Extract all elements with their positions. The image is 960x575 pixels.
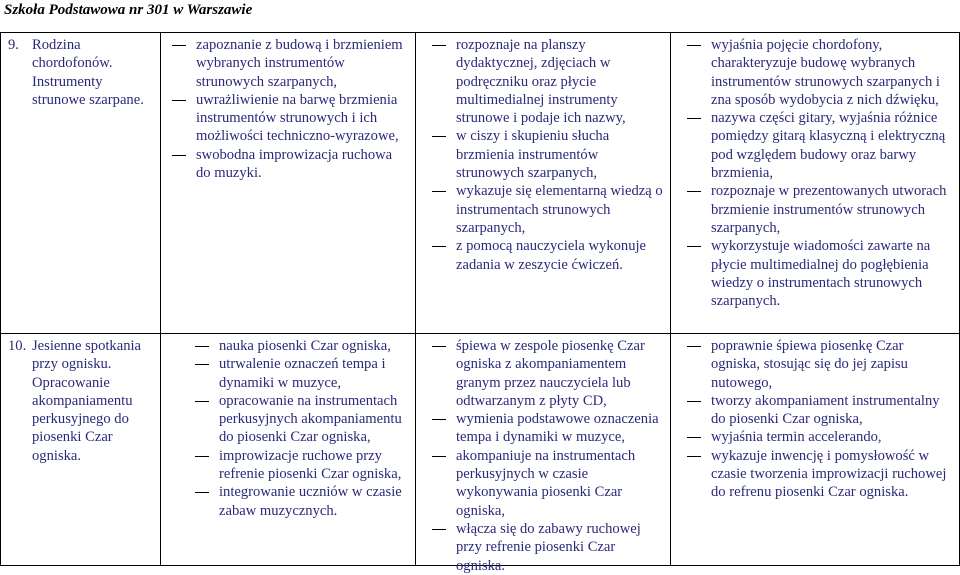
goal-item: uwrażliwienie na barwę brzmienia instrumentów strunowych i ich możliwości techniczno-wyrazowe,: [196, 91, 410, 146]
requirement-item: nazywa części gitary, wyjaśnia różnice pomiędzy gitarą klasyczną i elektryczną pod względem budowy oraz barwy brzmienia,: [711, 109, 951, 182]
requirement-item: z pomocą nauczyciela wykonuje zadania w zeszycie ćwiczeń.: [456, 237, 664, 274]
goals-cell-9: [196, 36, 410, 182]
column-divider-2: [160, 32, 161, 566]
requirement-item: włącza się do zabawy ruchowej przy refrenie piosenki Czar ogniska.: [456, 520, 664, 575]
requirement-item: akompaniuje na instrumentach perkusyjnych w czasie wykonywania piosenki Czar ogniska,: [456, 447, 664, 520]
requirement-item: wykazuje się elementarną wiedzą o instrumentach strunowych szarpanych,: [456, 183, 663, 236]
goal-item: nauka piosenki Czar ogniska,: [219, 337, 411, 355]
row-divider: [0, 333, 960, 334]
topic-number: 9.: [8, 37, 19, 53]
extended-requirements-cell-10: [711, 337, 951, 502]
goal-item: zapoznanie z budową i brzmieniem wybranych instrumentów strunowych szarpanych,: [196, 36, 410, 91]
column-divider-4: [670, 32, 671, 566]
column-divider-1: [0, 32, 1, 566]
topic-number: 10.: [8, 338, 27, 354]
requirement-item: wykorzystuje wiadomości zawarte na płycie multimedialnej do pogłębienia wiedzy o instrumentach strunowych szarpanych.: [711, 237, 951, 310]
requirement-item: w ciszy i skupieniu słucha brzmienia instrumentów strunowych szarpanych,: [456, 127, 664, 182]
topic-cell-10: [8, 337, 158, 465]
requirement-item: wykazuje inwencję i pomysłowość w czasie tworzenia improwizacji ruchowej do refrenu piosenki Czar ogniska.: [711, 447, 951, 502]
topic-cell-9: [8, 36, 158, 109]
requirement-item: śpiewa w zespole piosenkę Czar ogniska z akompaniamentem granym przez nauczyciela lub odtwarzanym z płyty CD,: [456, 337, 664, 410]
column-divider-3: [415, 32, 416, 566]
requirement-item: rozpoznaje w prezentowanych utworach brzmienie instrumentów strunowych szarpanych,: [711, 182, 951, 237]
goals-cell-10: [219, 337, 411, 520]
goal-item: utrwalenie oznaczeń tempa i dynamiki w muzyce,: [219, 355, 411, 392]
basic-requirements-cell-10: [456, 337, 664, 575]
goal-item: integrowanie uczniów w czasie zabaw muzycznych.: [219, 483, 411, 520]
requirement-item: wymienia podstawowe oznaczenia tempa i dynamiki w muzyce,: [456, 410, 664, 447]
requirement-item: wyjaśnia pojęcie chordofony, charakteryzuje budowę wybranych instrumentów strunowych szarpanych i zna sposób wydobycia z nich dźwięku,: [711, 36, 951, 109]
goal-item: improwizacje ruchowe przy refrenie piosenki Czar ogniska,: [219, 447, 411, 484]
goal-item: swobodna improwizacja ruchowa do muzyki.: [196, 146, 410, 183]
requirement-item: wyjaśnia termin accelerando,: [711, 428, 951, 446]
basic-requirements-cell-9: [456, 36, 664, 274]
topic-title: Jesienne spotkania przy ognisku. Opracowanie akompaniamentu perkusyjnego do piosenki Czar ogniska.: [32, 338, 142, 464]
extended-requirements-cell-9: [711, 36, 951, 310]
requirement-item: tworzy akompaniament instrumentalny do piosenki Czar ogniska,: [711, 392, 951, 429]
table-top-border: [0, 32, 960, 33]
school-header: Szkoła Podstawowa nr 301 w Warszawie: [4, 2, 253, 18]
topic-title: Rodzina chordofonów. Instrumenty strunowe szarpane.: [32, 37, 144, 108]
requirement-item: poprawnie śpiewa piosenkę Czar ogniska, stosując się do jej zapisu nutowego,: [711, 337, 951, 392]
requirement-item: rozpoznaje na planszy dydaktycznej, zdjęciach w podręczniku oraz płycie multimedialnej instrumenty strunowe i podaje ich nazwy,: [456, 36, 664, 127]
goal-item: opracowanie na instrumentach perkusyjnych akompaniamentu do piosenki Czar ogniska,: [219, 392, 411, 447]
